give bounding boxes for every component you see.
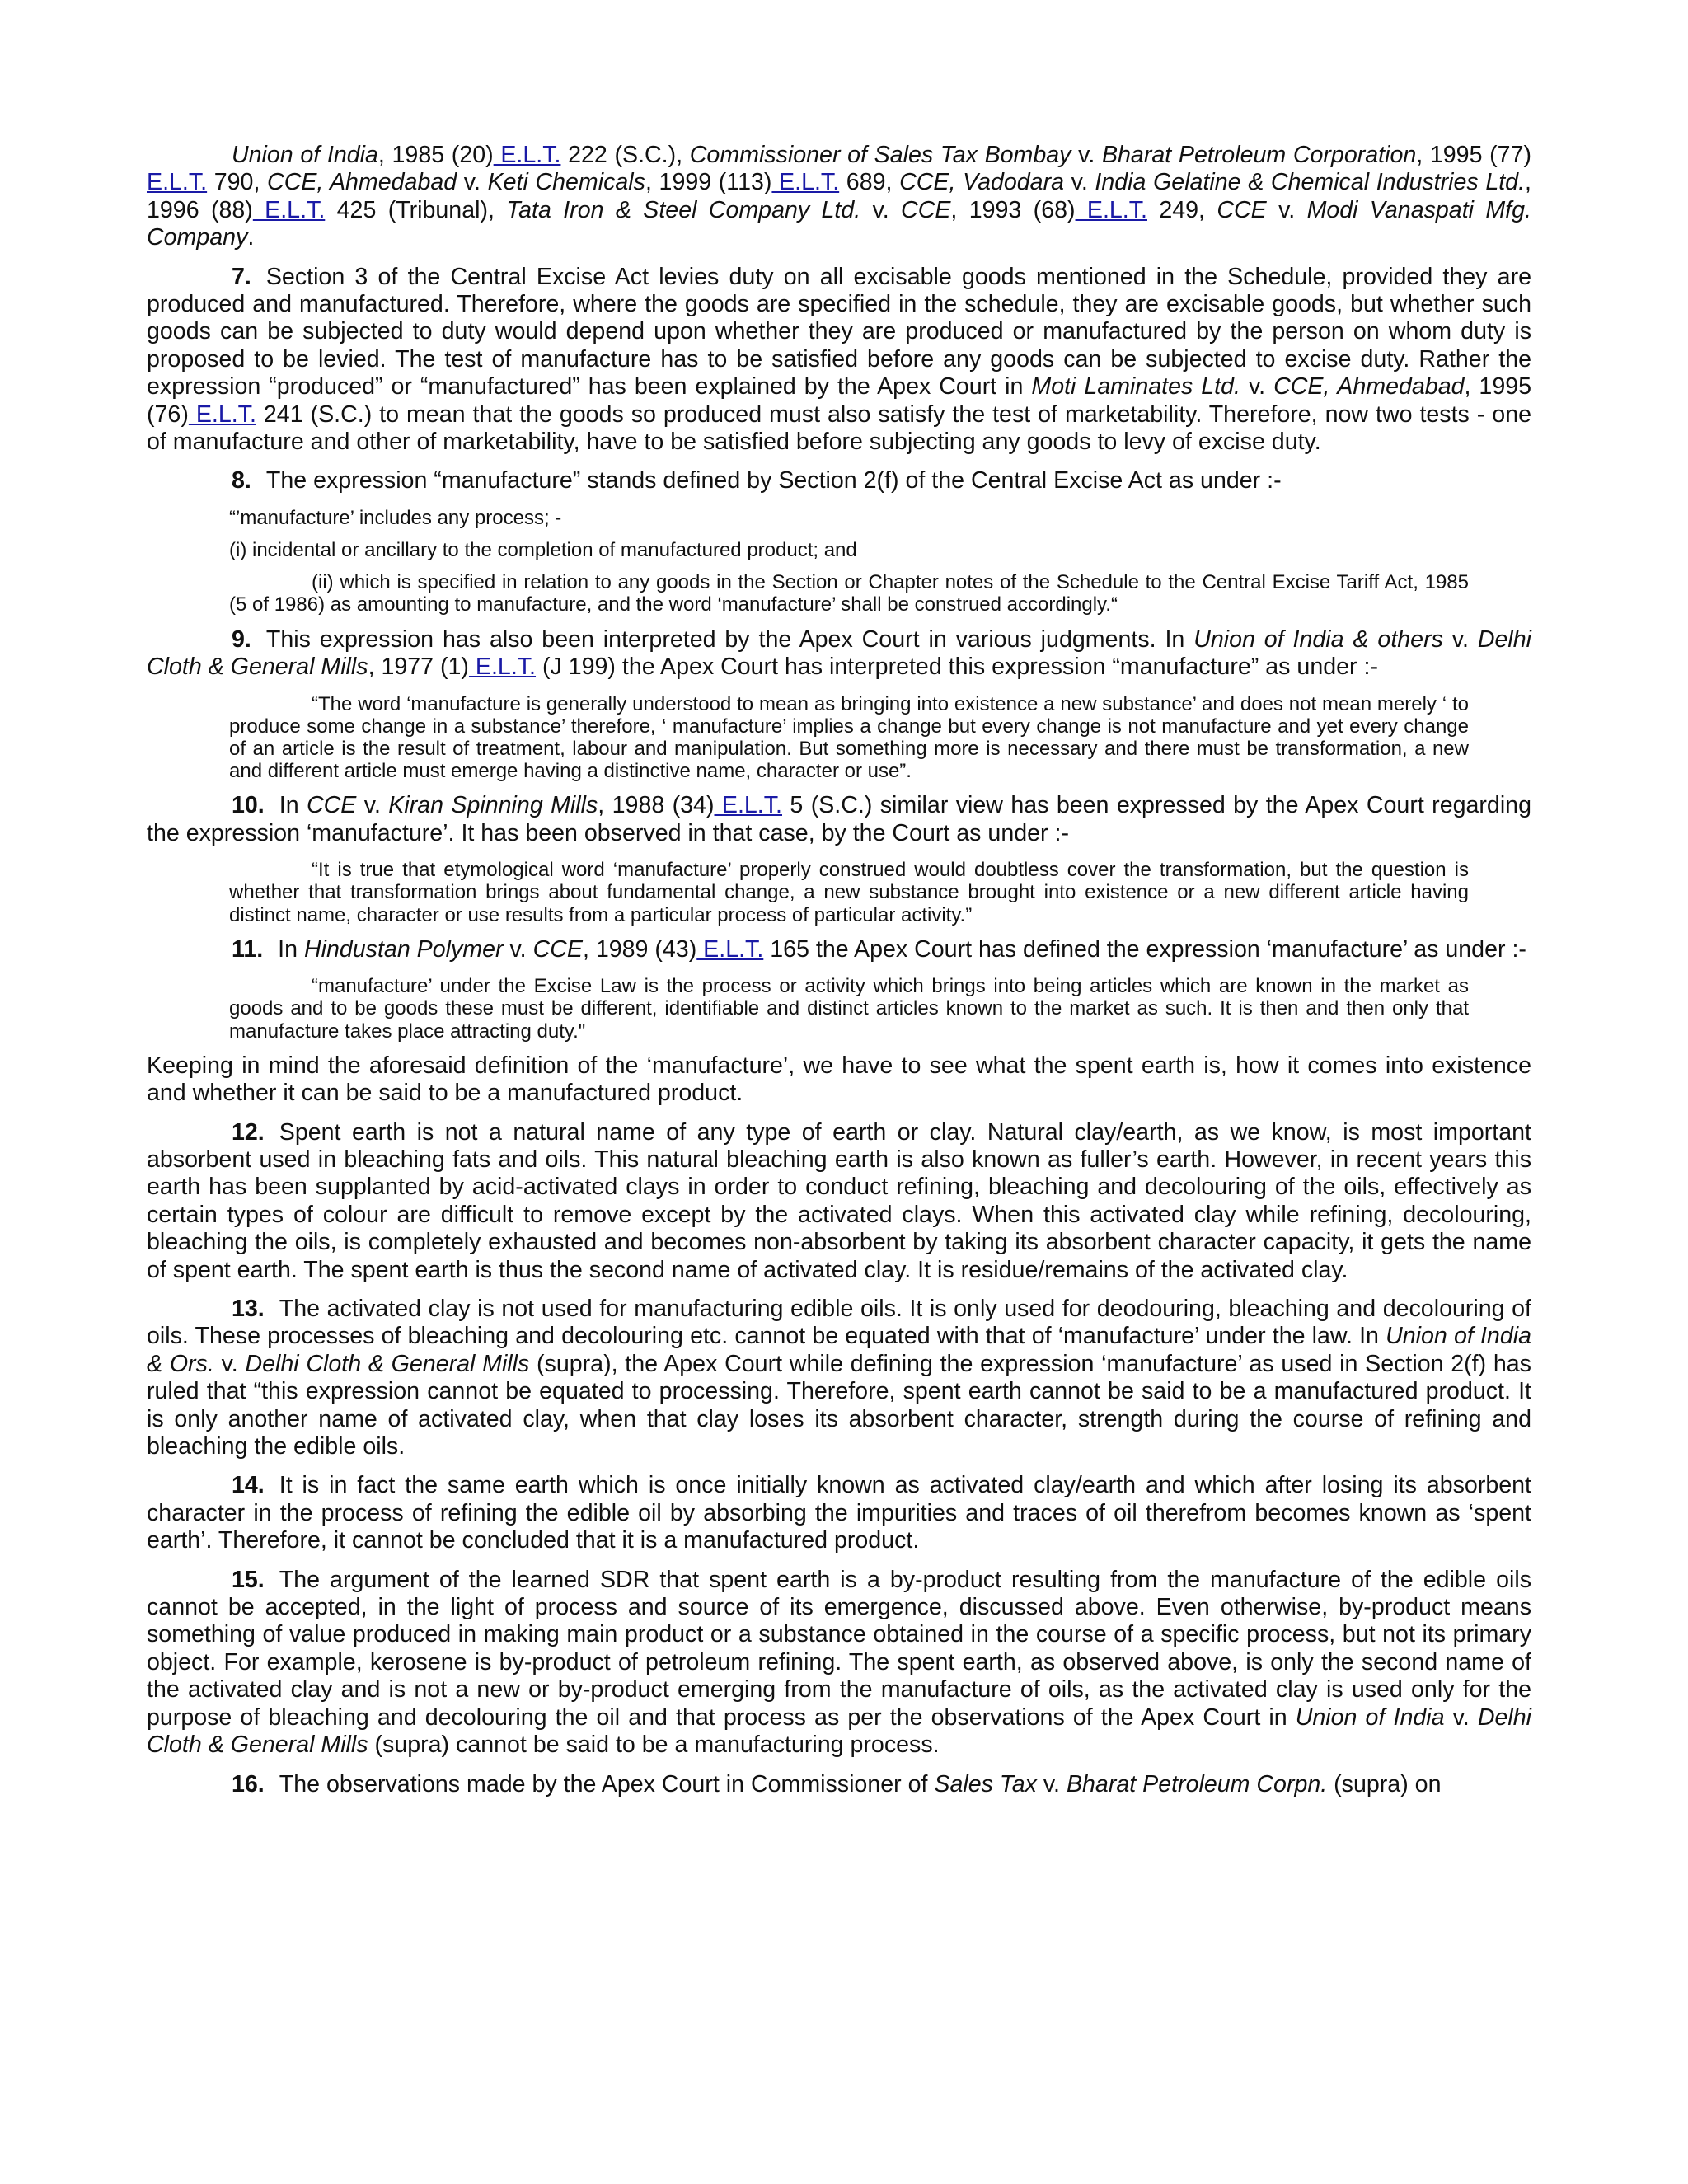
body-text: The activated clay is not used for manufacturing edible oils. It is only used for deodouring, bleaching and decolouring of oils. These processes of bleaching and decolouring etc. cannot be equated with that of ‘manufacture’ under the law. In [147, 1296, 1531, 1350]
case-name-text: Union of India & others [1193, 626, 1443, 653]
paragraph-p14 [147, 1472, 1531, 1554]
body-text: Keeping in mind the aforesaid definition of the ‘manufacture’, we have to see what the spent earth is, how it comes into existence and whether it can be said to be a manufactured product. [147, 1052, 1531, 1107]
case-name-text: Commissioner of Sales Tax Bombay [689, 142, 1071, 168]
elt-citation-link[interactable]: E.L.T. [771, 169, 840, 196]
paragraph-q8b [229, 539, 1531, 561]
paragraph-p8 [147, 467, 1531, 494]
case-name-text: CCE [901, 196, 951, 223]
paragraph-q9 [229, 693, 1469, 783]
case-name-text: Bharat Petroleum Corporation [1101, 142, 1417, 168]
paragraph-p11b [147, 1052, 1531, 1108]
case-name-text: Hindustan Polymer [303, 935, 504, 963]
body-text: 222 (S.C.), [560, 142, 690, 168]
elt-citation-link[interactable]: E.L.T. [252, 196, 326, 223]
body-text: , 1989 (43) [582, 935, 697, 963]
body-text: Spent earth is not a natural name of any type of earth or clay. Natural clay/earth, as we know, is most important absorbent used in bleaching fats and oils. This natural bleaching earth is also known as fuller’s earth. However, in recent years this earth has been supplanted by acid-activated clays in order to conduct refining, bleaching and decolouring of the oils, effectively as certain types of colour are difficult to remove except by the activated clays. When this activated clay while refining, decolouring, bleaching the oils, is completely exhausted and becomes non-absorbent by taking its absorbent character capacity, it gets the name of spent earth. The spent earth is thus the second name of activated clay. It is residue/remains of the activated clay. [147, 1118, 1531, 1283]
body-text: v. [457, 169, 488, 196]
paragraph-number: 15. [232, 1566, 265, 1593]
case-name-text: Tata Iron & Steel Company Ltd. [506, 196, 861, 223]
paragraph-p10 [147, 792, 1531, 847]
paragraph-number: 7. [232, 263, 251, 290]
paragraph-p7 [147, 264, 1531, 457]
case-name-text: CCE, Vadodara [899, 169, 1065, 196]
case-name-text: CCE [1217, 196, 1267, 223]
body-text: v. [1064, 169, 1095, 196]
paragraph-number: 12. [232, 1118, 265, 1146]
case-name-text: Delhi Cloth & General Mills [147, 1704, 1531, 1759]
case-name-text: Delhi Cloth & General Mills [147, 626, 1531, 681]
body-text: 241 (S.C.) to mean that the goods so produced must also satisfy the test of marketability. Therefore, now two tests - one of manufacture and other of marketability, have to be satisfied before subjecting any goods to levy of excise duty. [147, 401, 1531, 456]
body-text: v. [503, 935, 533, 963]
body-text: , 1985 (20) [377, 142, 494, 168]
body-text: The observations made by the Apex Court in Commissioner of [279, 1770, 935, 1797]
case-name-text: Kiran Spinning Mills [388, 792, 598, 819]
case-name-text: Union of India [1295, 1704, 1445, 1731]
paragraph-q11 [229, 975, 1469, 1043]
case-name-text: Bharat Petroleum Corpn. [1066, 1770, 1328, 1797]
body-text: v. [1266, 196, 1307, 223]
body-text: , 1995 (76) [147, 373, 1532, 428]
body-text: , 1993 (68) [950, 196, 1076, 223]
case-name-text: Keti Chemicals [487, 169, 645, 196]
elt-citation-link[interactable]: E.L.T. [188, 401, 256, 428]
paragraph-p13 [147, 1296, 1531, 1460]
paragraph-p12 [147, 1119, 1531, 1284]
body-text: “The word ‘manufacture is generally understood to mean as bringing into existence a new substance’ and does not mean merely ‘ to produce some change in a substance’ therefore, ‘ manufacture’ implies a change but every change is not manufacture and yet every change of an article is the result of treatment, labour and manipulation. But something more is necessary and there must be transformation, a new and different article must emerge having a distinctive name, character or use”. [229, 692, 1469, 783]
body-text: (supra) on [1327, 1770, 1442, 1797]
body-text: “manufacture’ under the Excise Law is the process or activity which brings into being articles which are known in the market as goods and to be goods these must be different, identifiable and distinct articles known to the market as such. It is then and then only that manufacture takes place attracting duty." [229, 975, 1469, 1043]
body-text: “’manufacture’ includes any process; - [229, 506, 562, 529]
body-text: v. [1442, 626, 1478, 653]
elt-citation-link[interactable]: E.L.T. [147, 169, 208, 196]
body-text: In [279, 792, 307, 819]
case-name-text: CCE, Ahmedabad [267, 169, 457, 196]
elt-citation-link[interactable]: E.L.T. [714, 792, 782, 819]
elt-citation-link[interactable]: E.L.T. [1075, 196, 1147, 223]
body-text: , 1995 (77) [1416, 142, 1532, 168]
body-text: v. [356, 792, 389, 819]
body-text: 165 the Apex Court has defined the expression ‘manufacture’ as under :- [763, 935, 1526, 963]
case-name-text: Union of India & Ors. [147, 1323, 1531, 1377]
case-name-text: Modi Vanaspati Mfg. Company [147, 196, 1531, 251]
elt-citation-link[interactable]: E.L.T. [468, 654, 537, 681]
case-name-text: Sales Tax [934, 1770, 1037, 1797]
paragraph-number: 9. [232, 626, 251, 653]
body-text: v. [1240, 373, 1274, 401]
paragraph-number: 11. [232, 935, 264, 963]
body-text: (supra) cannot be said to be a manufacturing process. [368, 1732, 940, 1759]
body-text: , 1999 (113) [645, 169, 772, 196]
body-text: v. [860, 196, 902, 223]
body-text: “It is true that etymological word ‘manufacture’ properly construed would doubtless cover the transformation, but the question is whether that transformation brings about fundamental change, a new substance brought into existence or a new different article having distinct name, character or use results from a particular process of particular activity.” [229, 859, 1469, 926]
paragraph-p16 [147, 1771, 1531, 1798]
elt-citation-link[interactable]: E.L.T. [696, 935, 764, 963]
case-name-text: Moti Laminates Ltd. [1031, 373, 1240, 401]
body-text: This expression has also been interpreted by the Apex Court in various judgments. In [265, 626, 1194, 653]
body-text: (i) incidental or ancillary to the completion of manufactured product; and [229, 539, 857, 562]
body-text: 249, [1147, 196, 1217, 223]
paragraph-p-cont [147, 142, 1531, 252]
body-text: v. [1444, 1704, 1478, 1731]
body-text: , 1988 (34) [598, 792, 715, 819]
paragraph-number: 16. [232, 1770, 265, 1797]
body-text: In [278, 935, 304, 963]
body-text: (ii) which is specified in relation to any goods in the Section or Chapter notes of the Schedule to the Central Excise Tariff Act, 1985 (5 of 1986) as amounting to manufacture, and the word ‘manufacture’ shall be construed accordingly.“ [229, 571, 1469, 616]
case-name-text: CCE [532, 935, 583, 963]
case-name-text: Delhi Cloth & General Mills [245, 1350, 530, 1377]
body-text: (J 199) the Apex Court has interpreted this expression “manufacture” as under :- [536, 654, 1378, 681]
paragraph-q8a [229, 507, 1531, 529]
body-text: 425 (Tribunal), [325, 196, 507, 223]
body-text: Section 3 of the Central Excise Act levies duty on all excisable goods mentioned in the Schedule, provided they are produced and manufactured. Therefore, where the goods are specified in the schedule, they are excisable goods, but whether such goods can be subjected to duty would depend upon whether they are produced or manufactured by the person on whom duty is proposed to be levied. The test of manufacture has to be satisfied before any goods can be subjected to excise duty. Rather the expression “produced” or “manufactured” has been explained by the Apex Court in [147, 263, 1531, 401]
body-text: v. [213, 1350, 246, 1377]
body-text: , 1996 (88) [147, 169, 1531, 223]
paragraph-p11 [147, 936, 1531, 963]
body-text: The expression “manufacture” stands defined by Section 2(f) of the Central Excise Act as under :- [265, 467, 1282, 494]
body-text: 689, [839, 169, 900, 196]
body-text: , 1977 (1) [368, 654, 469, 681]
elt-citation-link[interactable]: E.L.T. [493, 142, 561, 168]
paragraph-number: 10. [232, 792, 265, 819]
body-text: . [247, 224, 255, 251]
body-text: v. [1036, 1770, 1067, 1797]
paragraph-q10 [229, 859, 1469, 926]
case-name-text: CCE, Ahmedabad [1273, 373, 1465, 401]
document-page [147, 142, 1531, 1810]
body-text: 5 (S.C.) similar view has been expressed by the Apex Court regarding the expression ‘manufacture’. It has been observed in that case, by the Court as under :- [147, 792, 1531, 846]
paragraph-q8c [229, 571, 1469, 616]
body-text: The argument of the learned SDR that spent earth is a by-product resulting from the manufacture of the edible oils cannot be accepted, in the light of process and source of its emergence, discussed above. Even otherwise, by-product means something of value produced in making main product or a substance obtained in the course of a specific process, but not its primary object. For example, kerosene is by-product of petroleum refining. The spent earth, as observed above, is only the second name of the activated clay and is not a new or by-product emerging from the manufacture of oils, as the activated clay is used only for the purpose of bleaching and decolouring the oil and that process as per the observations of the Apex Court in [147, 1566, 1531, 1731]
paragraph-p9 [147, 626, 1531, 682]
paragraph-p15 [147, 1567, 1531, 1760]
body-text: (supra), the Apex Court while defining the expression ‘manufacture’ as used in Section 2(f) has ruled that “this expression cannot be equated to processing. Therefore, spent earth cannot be said to be a manufactured product. It is only another name of activated clay, when that clay loses its absorbent character, strength during the course of refining and bleaching the edible oils. [147, 1350, 1531, 1460]
case-name-text: Union of India [232, 142, 378, 168]
body-text: v. [1071, 142, 1102, 168]
body-text: 790, [207, 169, 268, 196]
paragraph-number: 8. [232, 467, 251, 494]
body-text: It is in fact the same earth which is once initially known as activated clay/earth and which after losing its absorbent character in the process of refining the edible oil by absorbing the impurities and traces of oil therefrom becomes known as ‘spent earth’. Therefore, it cannot be concluded that it is a manufactured product. [147, 1472, 1531, 1554]
case-name-text: CCE [307, 792, 357, 819]
paragraph-number: 14. [232, 1472, 265, 1499]
case-name-text: India Gelatine & Chemical Industries Ltd. [1095, 169, 1526, 196]
paragraph-number: 13. [232, 1296, 265, 1322]
